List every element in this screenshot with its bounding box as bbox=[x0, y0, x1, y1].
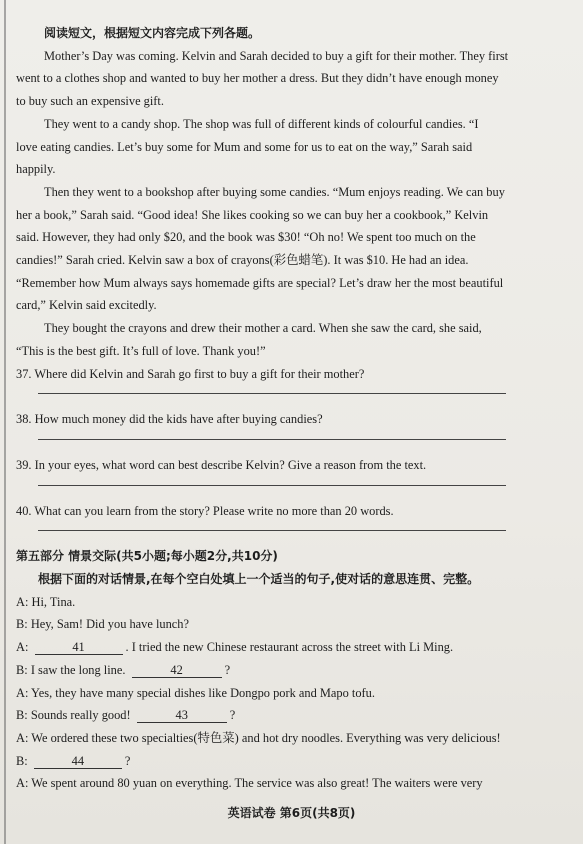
answer-line-38[interactable] bbox=[38, 439, 506, 440]
question-38: 38. How much money did the kids have after buying candies? bbox=[16, 412, 323, 427]
passage-line: Then they went to a bookshop after buying some candies. “Mum enjoys reading. We can buy bbox=[44, 184, 505, 199]
dialogue-text: ? bbox=[229, 708, 236, 723]
dialogue-text: Hi, Tina. bbox=[31, 594, 76, 609]
dialogue-line bbox=[16, 682, 572, 705]
speaker-label: B: bbox=[16, 708, 28, 723]
dialogue-line bbox=[16, 772, 572, 795]
answer-line-37[interactable] bbox=[38, 393, 506, 394]
speaker-label: A: bbox=[16, 594, 29, 609]
speaker-label: A: bbox=[16, 730, 29, 745]
dialogue-text: Yes, they have many special dishes like Dongpo pork and Mapo tofu. bbox=[31, 685, 375, 700]
passage-line: They went to a candy shop. The shop was full of different kinds of colourful candies. “I bbox=[44, 116, 479, 131]
dialogue-text: We ordered these two specialties(特色菜) and hot dry noodles. Everything was very delicious! bbox=[31, 730, 501, 745]
passage-line: candies!” Sarah cried. Kelvin saw a box of crayons(彩色蜡笔). It was $10. He had an idea. bbox=[16, 253, 469, 268]
blank-41[interactable]: 41 bbox=[35, 640, 123, 655]
dialogue-text: . I tried the new Chinese restaurant across the street with Li Ming. bbox=[125, 640, 454, 655]
page-footer: 英语试卷 第6页(共8页) bbox=[227, 806, 356, 820]
question-37: 37. Where did Kelvin and Sarah go first to buy a gift for their mother? bbox=[16, 366, 365, 381]
passage-line: went to a clothes shop and wanted to buy her mother a dress. But they didn’t have enough money bbox=[16, 71, 499, 86]
section-five-title: 第五部分 情景交际(共5小题;每小题2分,共10分) bbox=[16, 549, 278, 564]
passage-line: Mother’s Day was coming. Kelvin and Sarah decided to buy a gift for their mother. They first bbox=[44, 48, 509, 63]
dialogue-text: Sounds really good! bbox=[30, 708, 131, 723]
dialogue-line bbox=[16, 659, 572, 682]
dialogue-line bbox=[16, 704, 572, 727]
question-40: 40. What can you learn from the story? Please write no more than 20 words. bbox=[16, 503, 394, 518]
answer-line-39[interactable] bbox=[38, 485, 506, 486]
dialogue-text: We spent around 80 yuan on everything. The service was also great! The waiters were very bbox=[31, 776, 483, 791]
dialogue-line bbox=[16, 750, 572, 773]
speaker-label: B: bbox=[16, 617, 28, 632]
speaker-label: A: bbox=[16, 776, 29, 791]
passage-line: They bought the crayons and drew their mother a card. When she saw the card, she said, bbox=[44, 321, 482, 336]
page-content bbox=[16, 22, 572, 795]
dialogue-line bbox=[16, 613, 572, 636]
question-39: 39. In your eyes, what word can best describe Kelvin? Give a reason from the text. bbox=[16, 457, 427, 472]
dialogue-text: ? bbox=[224, 662, 231, 677]
passage-heading: 阅读短文，根据短文内容完成下列各题。 bbox=[44, 26, 261, 40]
dialogue-text: ? bbox=[124, 753, 131, 768]
speaker-label: B: bbox=[16, 753, 28, 768]
passage-line: happily. bbox=[16, 162, 56, 177]
passage-line: card,” Kelvin said excitedly. bbox=[16, 298, 157, 313]
passage-line: to buy such an expensive gift. bbox=[16, 94, 164, 109]
passage-line: love eating candies. Let’s buy some for Mum and some for us to eat on the way,” Sarah said bbox=[16, 139, 473, 154]
dialogue-line bbox=[16, 591, 572, 614]
dialogue-line bbox=[16, 636, 572, 659]
answer-line-40[interactable] bbox=[38, 530, 506, 531]
passage-line: said. However, they had only $20, and the book was $30! “Oh no! We spent too much on the bbox=[16, 230, 476, 245]
dialogue-line bbox=[16, 727, 572, 750]
passage-line: her a book,” Sarah said. “Good idea! She likes cooking so we can buy her a cookbook,” Kelvin bbox=[16, 207, 489, 222]
dialogue-text: Hey, Sam! Did you have lunch? bbox=[30, 617, 189, 632]
binding-line bbox=[4, 0, 6, 844]
speaker-label: A: bbox=[16, 685, 29, 700]
blank-42[interactable]: 42 bbox=[132, 663, 222, 678]
passage-line: “Remember how Mum always says homemade gifts are special? Let’s draw her the most beautiful bbox=[16, 275, 504, 290]
dialogue-text: I saw the long line. bbox=[30, 662, 126, 677]
passage-line: “This is the best gift. It’s full of love. Thank you!” bbox=[16, 343, 266, 358]
blank-44[interactable]: 44 bbox=[34, 754, 122, 769]
speaker-label: A: bbox=[16, 640, 29, 655]
speaker-label: B: bbox=[16, 662, 28, 677]
section-five-instruction: 根据下面的对话情景,在每个空白处填上一个适当的句子,使对话的意思连贯、完整。 bbox=[38, 572, 480, 587]
blank-43[interactable]: 43 bbox=[137, 708, 227, 723]
